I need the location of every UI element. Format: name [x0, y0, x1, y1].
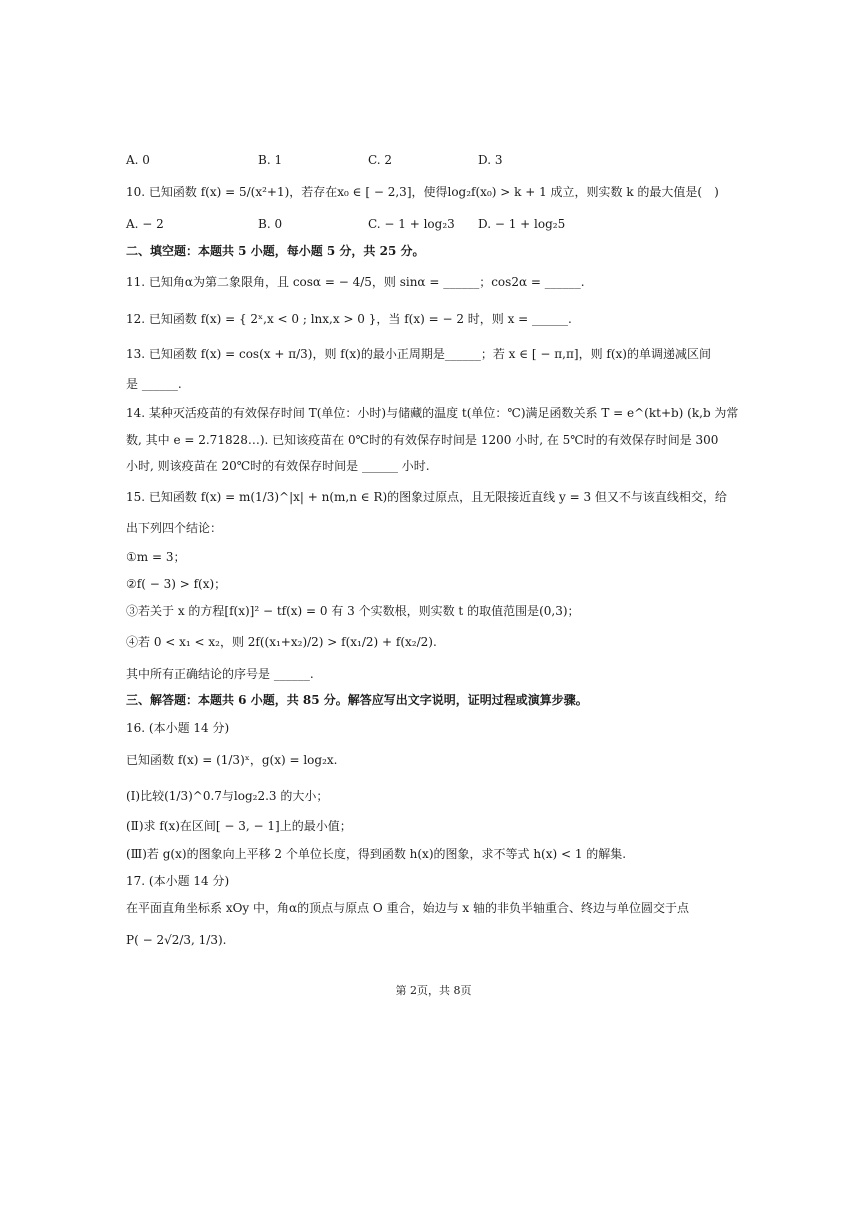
question-16-stem: 已知函数 f(x) = (1/3)ˣ，g(x) = log₂x. [126, 753, 338, 767]
question-14-line-2: 数, 其中 e = 2.71828…). 已知该疫苗在 0℃时的有效保存时间是 1200 小时, 在 5℃时的有效保存时间是 300 [126, 433, 719, 447]
question-13-line-1: 13. 已知函数 f(x) = cos(x + π/3)，则 f(x)的最小正周期是______；若 x ∈ [ − π,π]，则 f(x)的单调递减区间 [126, 347, 711, 361]
question-15-line-2: 出下列四个结论： [126, 521, 223, 535]
option-c: C. − 1 + log₂3 [368, 217, 455, 231]
option-d: D. 3 [478, 153, 503, 167]
option-a: A. 0 [126, 153, 150, 167]
option-b: B. 0 [258, 217, 283, 231]
question-14-line-3: 小时, 则该疫苗在 20℃时的有效保存时间是 ______ 小时. [126, 459, 430, 473]
question-15-conclusion-1: ①m = 3； [126, 550, 186, 564]
question-16-title: 16. (本小题 14 分) [126, 721, 230, 735]
section-2-heading: 二、填空题：本题共 5 小题，每小题 5 分，共 25 分。 [126, 244, 425, 258]
question-10-stem: 10. 已知函数 f(x) = 5/(x²+1)，若存在x₀ ∈ [ − 2,3]，使得log₂f(x₀) > k + 1 成立，则实数 k 的最大值是( ) [126, 185, 719, 199]
question-17-line-2: P( − 2√2/3, 1/3). [126, 933, 227, 947]
question-16-part-2: (Ⅱ)求 f(x)在区间[ − 3, − 1]上的最小值； [126, 819, 352, 833]
question-15-answer-line: 其中所有正确结论的序号是 ______. [126, 667, 314, 681]
question-17-line-1: 在平面直角坐标系 xOy 中，角α的顶点与原点 O 重合，始边与 x 轴的非负半轴重合、终边与单位圆交于点 [126, 901, 689, 915]
question-11: 11. 已知角α为第二象限角，且 cosα = − 4/5，则 sinα = ______；cos2α = ______. [126, 275, 585, 289]
option-d: D. − 1 + log₂5 [478, 217, 566, 231]
question-12: 12. 已知函数 f(x) = { 2ˣ,x < 0 ; lnx,x > 0 }，当 f(x) = − 2 时，则 x = ______. [126, 312, 572, 326]
question-15-conclusion-4: ④若 0 < x₁ < x₂，则 2f((x₁+x₂)/2) > f(x₁/2) + f(x₂/2). [126, 635, 437, 649]
question-16-part-1: (Ⅰ)比较(1/3)^0.7与log₂2.3 的大小； [126, 789, 329, 803]
option-a: A. − 2 [126, 217, 164, 231]
question-16-part-3: (Ⅲ)若 g(x)的图象向上平移 2 个单位长度，得到函数 h(x)的图象，求不等式 h(x) < 1 的解集. [126, 847, 627, 861]
question-15-conclusion-2: ②f( − 3) > f(x)； [126, 577, 227, 591]
question-17-title: 17. (本小题 14 分) [126, 874, 230, 888]
question-15-conclusion-3: ③若关于 x 的方程[f(x)]² − tf(x) = 0 有 3 个实数根，则实数 t 的取值范围是(0,3)； [126, 604, 580, 618]
page-footer: 第 2页，共 8页 [395, 984, 472, 997]
question-14-line-1: 14. 某种灭活疫苗的有效保存时间 T(单位：小时)与储藏的温度 t(单位：℃)满足函数关系 T = e^(kt+b) (k,b 为常 [126, 406, 739, 420]
option-b: B. 1 [258, 153, 283, 167]
option-c: C. 2 [368, 153, 393, 167]
question-13-line-2: 是 ______. [126, 377, 182, 391]
question-15-line-1: 15. 已知函数 f(x) = m(1/3)^|x| + n(m,n ∈ R)的图象过原点，且无限接近直线 y = 3 但又不与该直线相交，给 [126, 490, 727, 504]
section-3-heading: 三、解答题：本题共 6 小题，共 85 分。解答应写出文字说明，证明过程或演算步骤。 [126, 693, 588, 707]
